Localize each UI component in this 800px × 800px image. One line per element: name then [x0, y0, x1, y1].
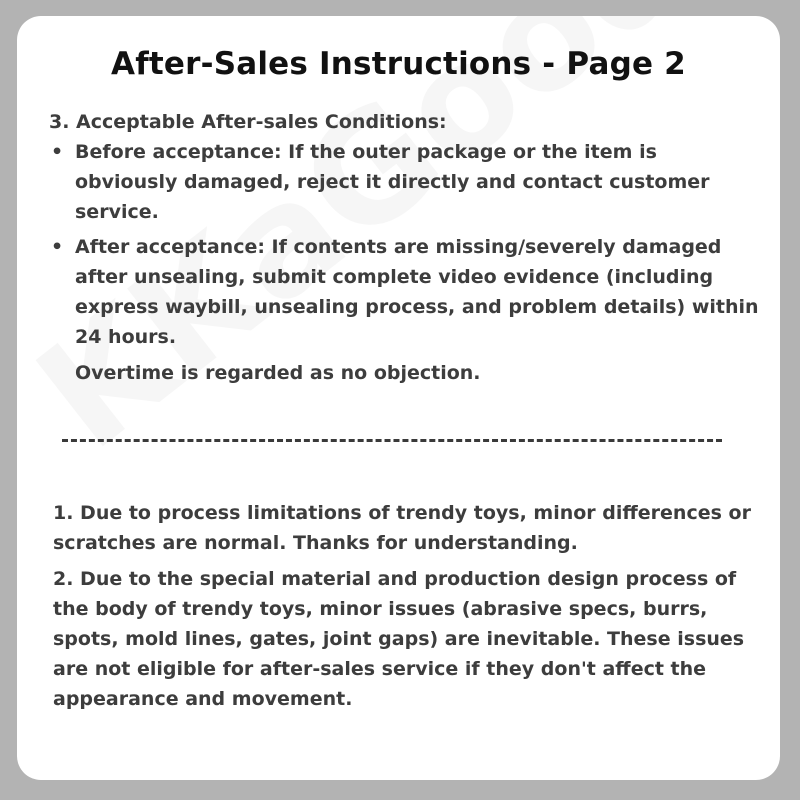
- condition-before-acceptance: Before acceptance: If the outer package or the item is obviously damaged, reject it directly and contact customer service.: [75, 141, 710, 223]
- condition-after-acceptance: After acceptance: If contents are missing/severely damaged after unsealing, submit complete video evidence (including express waybill, unsealing process, and problem details) within 24 hours.: [75, 236, 759, 348]
- conditions-heading: 3. Acceptable After-sales Conditions:: [49, 111, 447, 133]
- note-material-issues: 2. Due to the special material and production design process of the body of trendy toys, minor issues (abrasive specs, burrs, spots, mold lines, gates, joint gaps) are inevitable. These issues are not eligible for after-sales service if they don't affect the appearance and movement.: [53, 568, 745, 710]
- list-item: [49, 137, 764, 227]
- bullet-icon: •: [51, 141, 64, 163]
- list-item: [49, 232, 764, 352]
- instructions-card: [17, 16, 780, 780]
- bullet-icon: •: [51, 236, 64, 258]
- conditions-section: [49, 107, 764, 388]
- dashed-divider: [62, 439, 722, 442]
- note-process-limitations: 1. Due to process limitations of trendy toys, minor differences or scratches are normal. Thanks for understanding.: [53, 502, 751, 554]
- conditions-list: [49, 137, 764, 352]
- page-title: After-Sales Instructions - Page 2: [111, 46, 686, 82]
- notes-section: [53, 498, 773, 720]
- overtime-note: Overtime is regarded as no objection.: [75, 362, 481, 384]
